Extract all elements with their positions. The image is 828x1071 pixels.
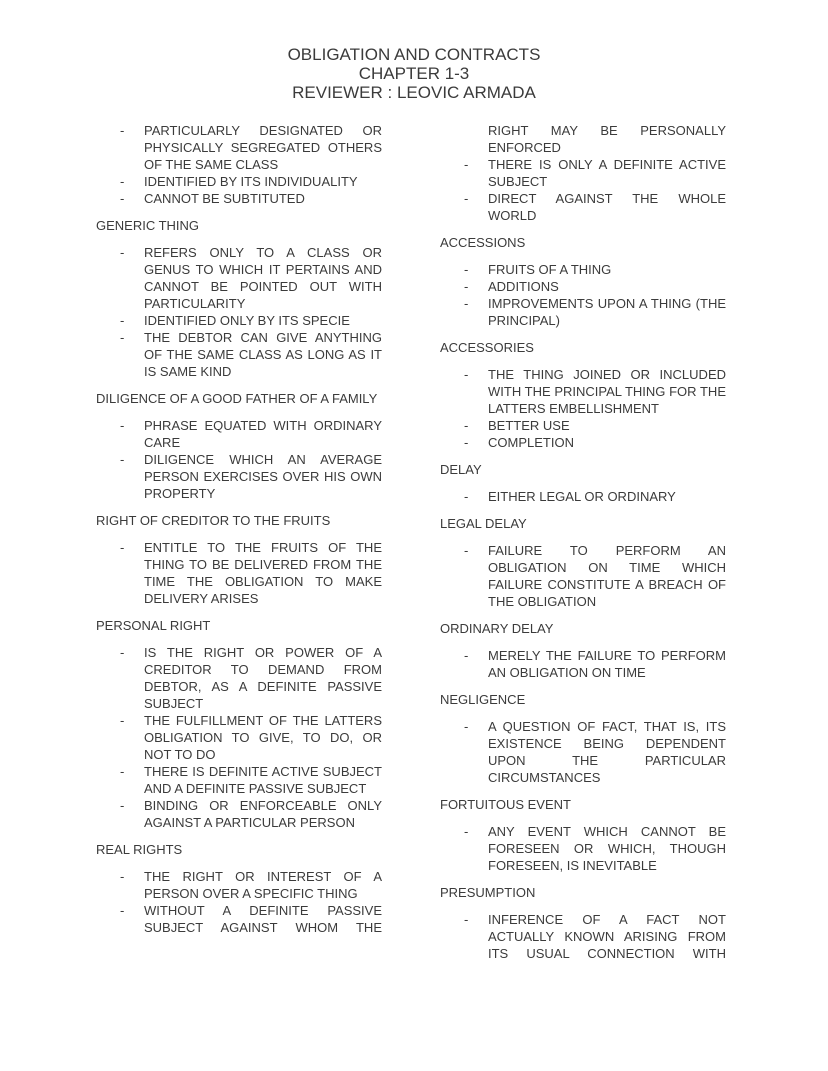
list-item-text: BETTER USE bbox=[488, 418, 570, 433]
list-item bbox=[96, 763, 382, 797]
column-right bbox=[440, 122, 726, 962]
list-item-text: DILIGENCE WHICH AN AVERAGE PERSON EXERCISES OVER HIS OWN PROPERTY bbox=[144, 452, 382, 501]
list-item-text: PARTICULARLY DESIGNATED OR PHYSICALLY SEGREGATED OTHERS OF THE SAME CLASS bbox=[144, 123, 382, 172]
bullet-dash: - bbox=[120, 713, 125, 728]
list-item-text: THERE IS DEFINITE ACTIVE SUBJECT AND A DEFINITE PASSIVE SUBJECT bbox=[144, 764, 382, 796]
bullet-dash: - bbox=[464, 279, 469, 294]
list-item bbox=[96, 868, 382, 902]
list-item bbox=[96, 712, 382, 763]
list-item bbox=[96, 173, 382, 190]
list-item-text: ANY EVENT WHICH CANNOT BE FORESEEN OR WHICH, THOUGH FORESEEN, IS INEVITABLE bbox=[488, 824, 726, 873]
list-item-text: WITHOUT A DEFINITE PASSIVE SUBJECT AGAINST WHOM THE bbox=[144, 903, 382, 935]
list-item bbox=[96, 644, 382, 712]
list-item bbox=[96, 451, 382, 502]
list-item bbox=[96, 122, 382, 173]
bullet-dash: - bbox=[120, 330, 125, 345]
list-item bbox=[440, 295, 726, 329]
bullet-dash: - bbox=[464, 912, 469, 927]
bullet-list bbox=[96, 244, 382, 380]
list-item bbox=[96, 539, 382, 607]
list-item bbox=[96, 797, 382, 831]
reviewer-subtitle: REVIEWER : LEOVIC ARMADA bbox=[292, 83, 536, 102]
bullet-dash: - bbox=[120, 174, 125, 189]
bullet-list bbox=[440, 823, 726, 874]
bullet-dash: - bbox=[120, 869, 125, 884]
bullet-list bbox=[96, 868, 382, 936]
section-heading: ACCESSIONS bbox=[440, 235, 526, 250]
bullet-dash: - bbox=[464, 489, 469, 504]
list-item bbox=[440, 911, 726, 962]
list-item bbox=[440, 488, 726, 505]
list-item-text: THE RIGHT OR INTEREST OF A PERSON OVER A SPECIFIC THING bbox=[144, 869, 382, 901]
bullet-dash: - bbox=[120, 645, 125, 660]
bullet-list bbox=[440, 647, 726, 681]
bullet-list bbox=[440, 911, 726, 962]
bullet-dash: - bbox=[464, 648, 469, 663]
bullet-dash: - bbox=[120, 798, 125, 813]
list-item-text: IS THE RIGHT OR POWER OF A CREDITOR TO DEMAND FROM DEBTOR, AS A DEFINITE PASSIVE SUBJECT bbox=[144, 645, 382, 711]
list-item-text: A QUESTION OF FACT, THAT IS, ITS EXISTENCE BEING DEPENDENT UPON THE PARTICULAR CIRCUMSTANCES bbox=[488, 719, 726, 785]
section-heading: ACCESSORIES bbox=[440, 340, 534, 355]
bullet-list bbox=[440, 718, 726, 786]
section-heading: DILIGENCE OF A GOOD FATHER OF A FAMILY bbox=[96, 391, 378, 406]
page-title: OBLIGATION AND CONTRACTS bbox=[287, 45, 541, 64]
list-item bbox=[440, 190, 726, 224]
list-item-text: FRUITS OF A THING bbox=[488, 262, 612, 277]
list-item bbox=[440, 718, 726, 786]
list-item-text: MERELY THE FAILURE TO PERFORM AN OBLIGATION ON TIME bbox=[488, 648, 726, 680]
list-item bbox=[440, 366, 726, 417]
bullet-list bbox=[440, 488, 726, 505]
bullet-dash: - bbox=[464, 824, 469, 839]
bullet-dash: - bbox=[464, 435, 469, 450]
bullet-list bbox=[96, 122, 382, 207]
list-item-text: FAILURE TO PERFORM AN OBLIGATION ON TIME WHICH FAILURE CONSTITUTE A BREACH OF THE OBLIGATION bbox=[488, 543, 726, 609]
bullet-dash: - bbox=[120, 903, 125, 918]
bullet-dash: - bbox=[464, 191, 469, 206]
list-item bbox=[440, 261, 726, 278]
document-title-block bbox=[0, 0, 828, 102]
list-item-text: COMPLETION bbox=[488, 435, 574, 450]
column-left bbox=[96, 122, 382, 962]
list-item bbox=[440, 156, 726, 190]
list-item-text: THE FULFILLMENT OF THE LATTERS OBLIGATION TO GIVE, TO DO, OR NOT TO DO bbox=[144, 713, 382, 762]
section-heading: FORTUITOUS EVENT bbox=[440, 797, 571, 812]
bullet-dash: - bbox=[120, 123, 125, 138]
list-item bbox=[440, 278, 726, 295]
bullet-dash: - bbox=[120, 191, 125, 206]
bullet-list bbox=[96, 644, 382, 831]
list-item-text: THE DEBTOR CAN GIVE ANYTHING OF THE SAME CLASS AS LONG AS IT IS SAME KIND bbox=[144, 330, 382, 379]
list-item-text: THE THING JOINED OR INCLUDED WITH THE PRINCIPAL THING FOR THE LATTERS EMBELLISHMENT bbox=[488, 367, 726, 416]
bullet-dash: - bbox=[464, 543, 469, 558]
chapter-subtitle: CHAPTER 1-3 bbox=[358, 64, 470, 83]
list-item-text: THERE IS ONLY A DEFINITE ACTIVE SUBJECT bbox=[488, 157, 726, 189]
section-heading: ORDINARY DELAY bbox=[440, 621, 554, 636]
bullet-list bbox=[440, 156, 726, 224]
bullet-dash: - bbox=[464, 296, 469, 311]
bullet-dash: - bbox=[120, 764, 125, 779]
list-item-text: IDENTIFIED BY ITS INDIVIDUALITY bbox=[144, 174, 358, 189]
list-item bbox=[96, 312, 382, 329]
section-heading: PRESUMPTION bbox=[440, 885, 536, 900]
bullet-dash: - bbox=[120, 313, 125, 328]
list-item-text: CANNOT BE SUBTITUTED bbox=[144, 191, 305, 206]
list-item bbox=[96, 902, 382, 936]
section-heading: REAL RIGHTS bbox=[96, 842, 183, 857]
bullet-dash: - bbox=[120, 245, 125, 260]
section-heading: NEGLIGENCE bbox=[440, 692, 526, 707]
list-item-text: BINDING OR ENFORCEABLE ONLY AGAINST A PARTICULAR PERSON bbox=[144, 798, 382, 830]
bullet-dash: - bbox=[464, 418, 469, 433]
list-item-text: EITHER LEGAL OR ORDINARY bbox=[488, 489, 676, 504]
bullet-list bbox=[440, 366, 726, 451]
list-item bbox=[96, 417, 382, 451]
section-heading: LEGAL DELAY bbox=[440, 516, 527, 531]
bullet-dash: - bbox=[120, 418, 125, 433]
bullet-list bbox=[96, 417, 382, 502]
list-item bbox=[96, 244, 382, 312]
bullet-list bbox=[96, 539, 382, 607]
bullet-dash: - bbox=[464, 262, 469, 277]
list-item bbox=[440, 823, 726, 874]
list-item bbox=[440, 647, 726, 681]
list-item-text: DIRECT AGAINST THE WHOLE WORLD bbox=[488, 191, 726, 223]
section-heading: DELAY bbox=[440, 462, 482, 477]
bullet-dash: - bbox=[464, 157, 469, 172]
list-item bbox=[96, 190, 382, 207]
two-column-body bbox=[0, 102, 828, 962]
list-item-text: REFERS ONLY TO A CLASS OR GENUS TO WHICH IT PERTAINS AND CANNOT BE POINTED OUT WITH PARTICULARITY bbox=[144, 245, 382, 311]
list-item-text: IMPROVEMENTS UPON A THING (THE PRINCIPAL) bbox=[488, 296, 726, 328]
bullet-list bbox=[440, 542, 726, 610]
bullet-dash: - bbox=[120, 540, 125, 555]
list-item-text: ADDITIONS bbox=[488, 279, 559, 294]
continued-paragraph: RIGHT MAY BE PERSONALLY ENFORCED bbox=[488, 123, 726, 155]
bullet-dash: - bbox=[120, 452, 125, 467]
list-item bbox=[440, 434, 726, 451]
list-item-text: INFERENCE OF A FACT NOT ACTUALLY KNOWN ARISING FROM ITS USUAL CONNECTION WITH bbox=[488, 912, 726, 961]
list-item bbox=[440, 542, 726, 610]
bullet-list bbox=[440, 261, 726, 329]
section-heading: PERSONAL RIGHT bbox=[96, 618, 211, 633]
list-item bbox=[440, 417, 726, 434]
bullet-dash: - bbox=[464, 367, 469, 382]
section-heading: RIGHT OF CREDITOR TO THE FRUITS bbox=[96, 513, 331, 528]
list-item-text: PHRASE EQUATED WITH ORDINARY CARE bbox=[144, 418, 382, 450]
list-item-text: IDENTIFIED ONLY BY ITS SPECIE bbox=[144, 313, 350, 328]
section-heading: GENERIC THING bbox=[96, 218, 200, 233]
list-item bbox=[96, 329, 382, 380]
bullet-dash: - bbox=[464, 719, 469, 734]
list-item-text: ENTITLE TO THE FRUITS OF THE THING TO BE DELIVERED FROM THE TIME THE OBLIGATION TO MAKE DELIVERY ARISES bbox=[144, 540, 382, 606]
